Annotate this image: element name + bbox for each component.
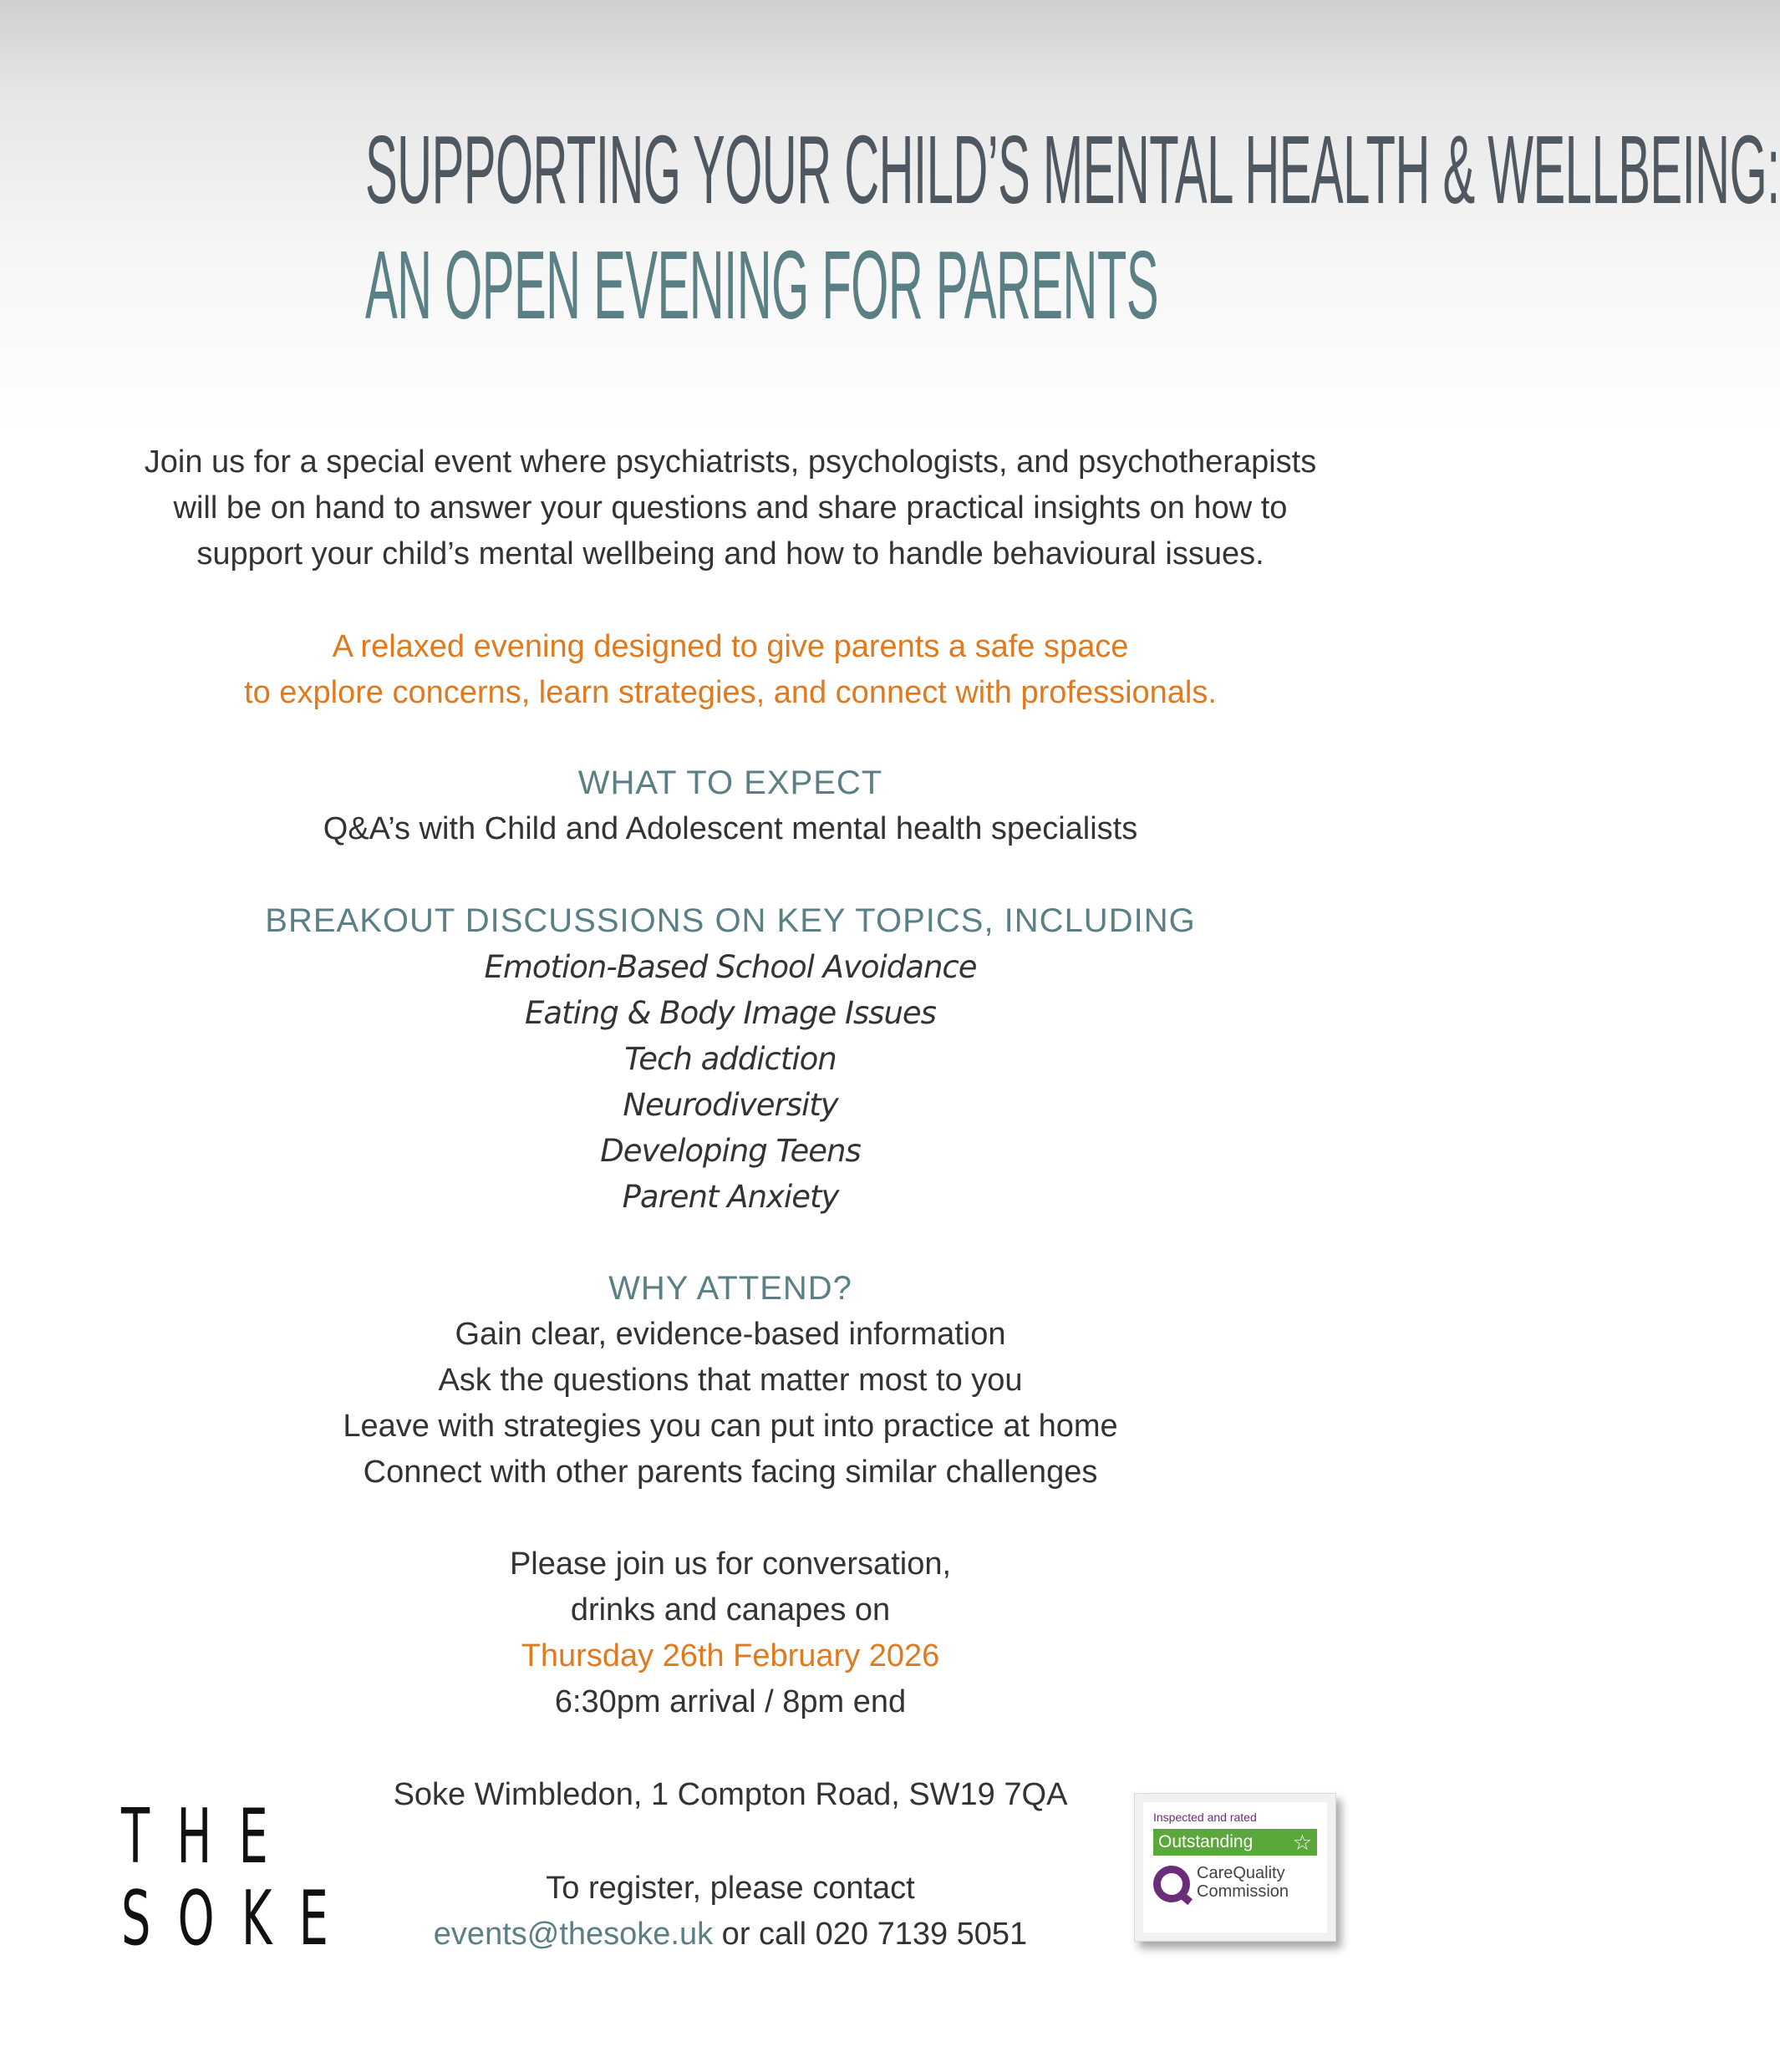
logo-line-soke: SOKE <box>121 1875 356 1963</box>
contact-intro: To register, please contact <box>546 1871 915 1906</box>
highlight-line: to explore concerns, learn strategies, and connect with professionals. <box>244 675 1217 710</box>
highlight-paragraph <box>0 624 1461 716</box>
intro-line: support your child’s mental wellbeing and how to handle behavioural issues. <box>196 536 1264 571</box>
breakout-heading: BREAKOUT DISCUSSIONS ON KEY TOPICS, INCLUDING <box>265 902 1196 939</box>
why-attend-heading: WHY ATTEND? <box>608 1270 852 1307</box>
page-subtitle: AN OPEN EVENING FOR PARENTS <box>365 231 1159 339</box>
cqc-org-name <box>1197 1864 1289 1901</box>
phone-text: or call 020 7139 5051 <box>713 1917 1028 1952</box>
what-to-expect-heading: WHAT TO EXPECT <box>577 764 883 801</box>
star-icon: ☆ <box>1292 1830 1312 1855</box>
invite-line: drinks and canapes on <box>570 1592 891 1628</box>
page-title: SUPPORTING YOUR CHILD’S MENTAL HEALTH & WELLBEING: <box>365 115 1780 224</box>
why-attend-item: Leave with strategies you can put into practice at home <box>343 1409 1118 1444</box>
why-attend-item: Ask the questions that matter most to you <box>438 1363 1023 1398</box>
cqc-org-line1: CareQuality <box>1197 1864 1285 1882</box>
event-date: Thursday 26th February 2026 <box>521 1638 940 1673</box>
intro-line: will be on hand to answer your questions and share practical insights on how to <box>173 490 1288 526</box>
what-to-expect-text: Q&A’s with Child and Adolescent mental health specialists <box>323 811 1138 846</box>
the-soke-logo <box>121 1793 499 1963</box>
cqc-q-tail-icon <box>1177 1891 1193 1905</box>
cqc-org-line2: Commission <box>1197 1882 1289 1901</box>
cqc-rating-badge <box>1134 1793 1336 1942</box>
why-attend-section <box>0 1266 1461 1496</box>
logo-line-the: THE <box>121 1793 296 1881</box>
topic-item: Eating & Body Image Issues <box>525 995 936 1031</box>
address-text: Soke Wimbledon, 1 Compton Road, SW19 7QA <box>393 1777 1068 1812</box>
badge-rating-bar <box>1153 1829 1317 1856</box>
topic-item: Tech addiction <box>624 1041 837 1077</box>
email-link[interactable]: events@thesoke.uk <box>433 1917 714 1952</box>
cqc-logo <box>1153 1864 1317 1911</box>
highlight-line: A relaxed evening designed to give parents a safe space <box>332 629 1129 664</box>
topic-item: Neurodiversity <box>623 1087 838 1123</box>
what-to-expect-section <box>0 760 1461 852</box>
breakout-section <box>0 898 1461 1220</box>
invite-section <box>0 1541 1461 1725</box>
why-attend-item: Gain clear, evidence-based information <box>455 1317 1006 1352</box>
why-attend-item: Connect with other parents facing similar challenges <box>363 1455 1098 1490</box>
intro-line: Join us for a special event where psychiatrists, psychologists, and psychotherapists <box>144 444 1317 480</box>
topic-item: Parent Anxiety <box>622 1179 839 1215</box>
event-time: 6:30pm arrival / 8pm end <box>554 1684 907 1719</box>
badge-rating-text: Outstanding <box>1158 1832 1254 1851</box>
invite-line: Please join us for conversation, <box>509 1546 952 1582</box>
badge-inspected-text: Inspected and rated <box>1153 1810 1257 1824</box>
topic-item: Emotion-Based School Avoidance <box>484 949 977 985</box>
intro-paragraph <box>0 439 1461 577</box>
topic-item: Developing Teens <box>600 1133 861 1169</box>
